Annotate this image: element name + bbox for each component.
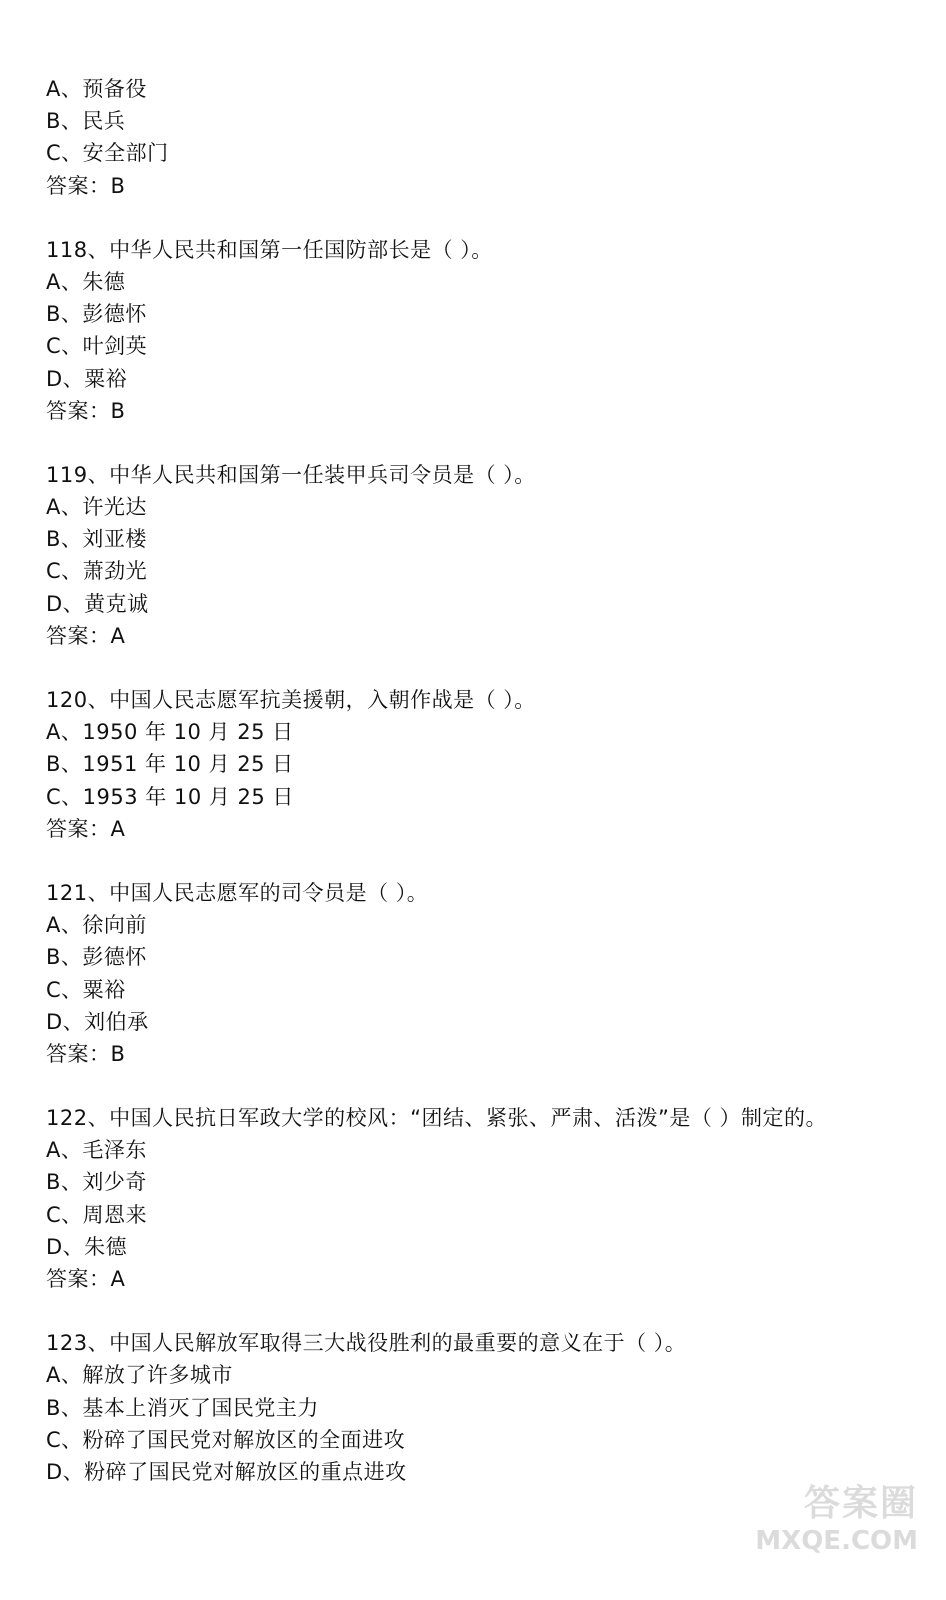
option-d: D、粟裕 [46, 366, 128, 391]
question-block-123 [46, 1327, 916, 1488]
option-c: C、1953 年 10 月 25 日 [46, 784, 294, 809]
option-b: B、刘亚楼 [46, 527, 147, 552]
question-text: 118、中华人民共和国第一任国防部长是（ ）。 [46, 237, 493, 262]
question-block-120 [46, 684, 916, 845]
option-d: D、黄克诚 [46, 591, 149, 616]
question-block-122 [46, 1102, 916, 1295]
watermark-logo [748, 1482, 918, 1562]
option-b: B、彭德怀 [46, 945, 147, 970]
question-text: 120、中国人民志愿军抗美援朝，入朝作战是（ ）。 [46, 688, 536, 712]
option-b: B、民兵 [46, 109, 126, 134]
option-a: A、毛泽东 [46, 1138, 147, 1163]
option-b: B、1951 年 10 月 25 日 [46, 752, 294, 777]
option-c: C、粟裕 [46, 977, 126, 1002]
answer-line: 答案：A [46, 816, 126, 841]
option-b: B、刘少奇 [46, 1170, 147, 1195]
option-a: A、朱德 [46, 269, 126, 294]
option-d: D、粉碎了国民党对解放区的重点进攻 [46, 1459, 407, 1484]
answer-line: 答案：B [46, 398, 126, 423]
answer-line: 答案：A [46, 623, 126, 648]
option-c: C、安全部门 [46, 141, 169, 166]
answer-line: 答案：B [46, 173, 126, 198]
question-block-118 [46, 234, 916, 427]
option-a: A、徐向前 [46, 913, 147, 938]
document-page [46, 73, 916, 1488]
option-c: C、叶剑英 [46, 334, 148, 359]
option-a: A、解放了许多城市 [46, 1363, 233, 1388]
question-text: 123、中国人民解放军取得三大战役胜利的最重要的意义在于（ ）。 [46, 1331, 687, 1356]
answer-line: 答案：B [46, 1041, 126, 1066]
question-block-121 [46, 877, 916, 1070]
option-c: C、粉碎了国民党对解放区的全面进攻 [46, 1427, 406, 1452]
question-block-117-options [46, 73, 916, 202]
option-a: A、许光达 [46, 495, 147, 520]
question-block-119 [46, 459, 916, 652]
option-d: D、朱德 [46, 1234, 128, 1259]
watermark-en-text: MXQE.COM [755, 1526, 918, 1556]
answer-line: 答案：A [46, 1267, 126, 1291]
option-c: C、周恩来 [46, 1202, 148, 1227]
question-text: 122、中国人民抗日军政大学的校风：“团结、紧张、严肃、活泼”是（ ）制定的。 [46, 1106, 828, 1131]
option-b: B、彭德怀 [46, 302, 147, 327]
option-b: B、基本上消灭了国民党主力 [46, 1395, 319, 1420]
option-a: A、1950 年 10 月 25 日 [46, 720, 294, 745]
option-d: D、刘伯承 [46, 1009, 149, 1034]
option-c: C、萧劲光 [46, 559, 148, 584]
question-text: 119、中华人民共和国第一任装甲兵司令员是（ ）。 [46, 462, 536, 487]
watermark-cn-text: 答案圈 [803, 1483, 918, 1524]
question-text: 121、中国人民志愿军的司令员是（ ）。 [46, 880, 429, 905]
option-a: A、预备役 [46, 77, 147, 101]
